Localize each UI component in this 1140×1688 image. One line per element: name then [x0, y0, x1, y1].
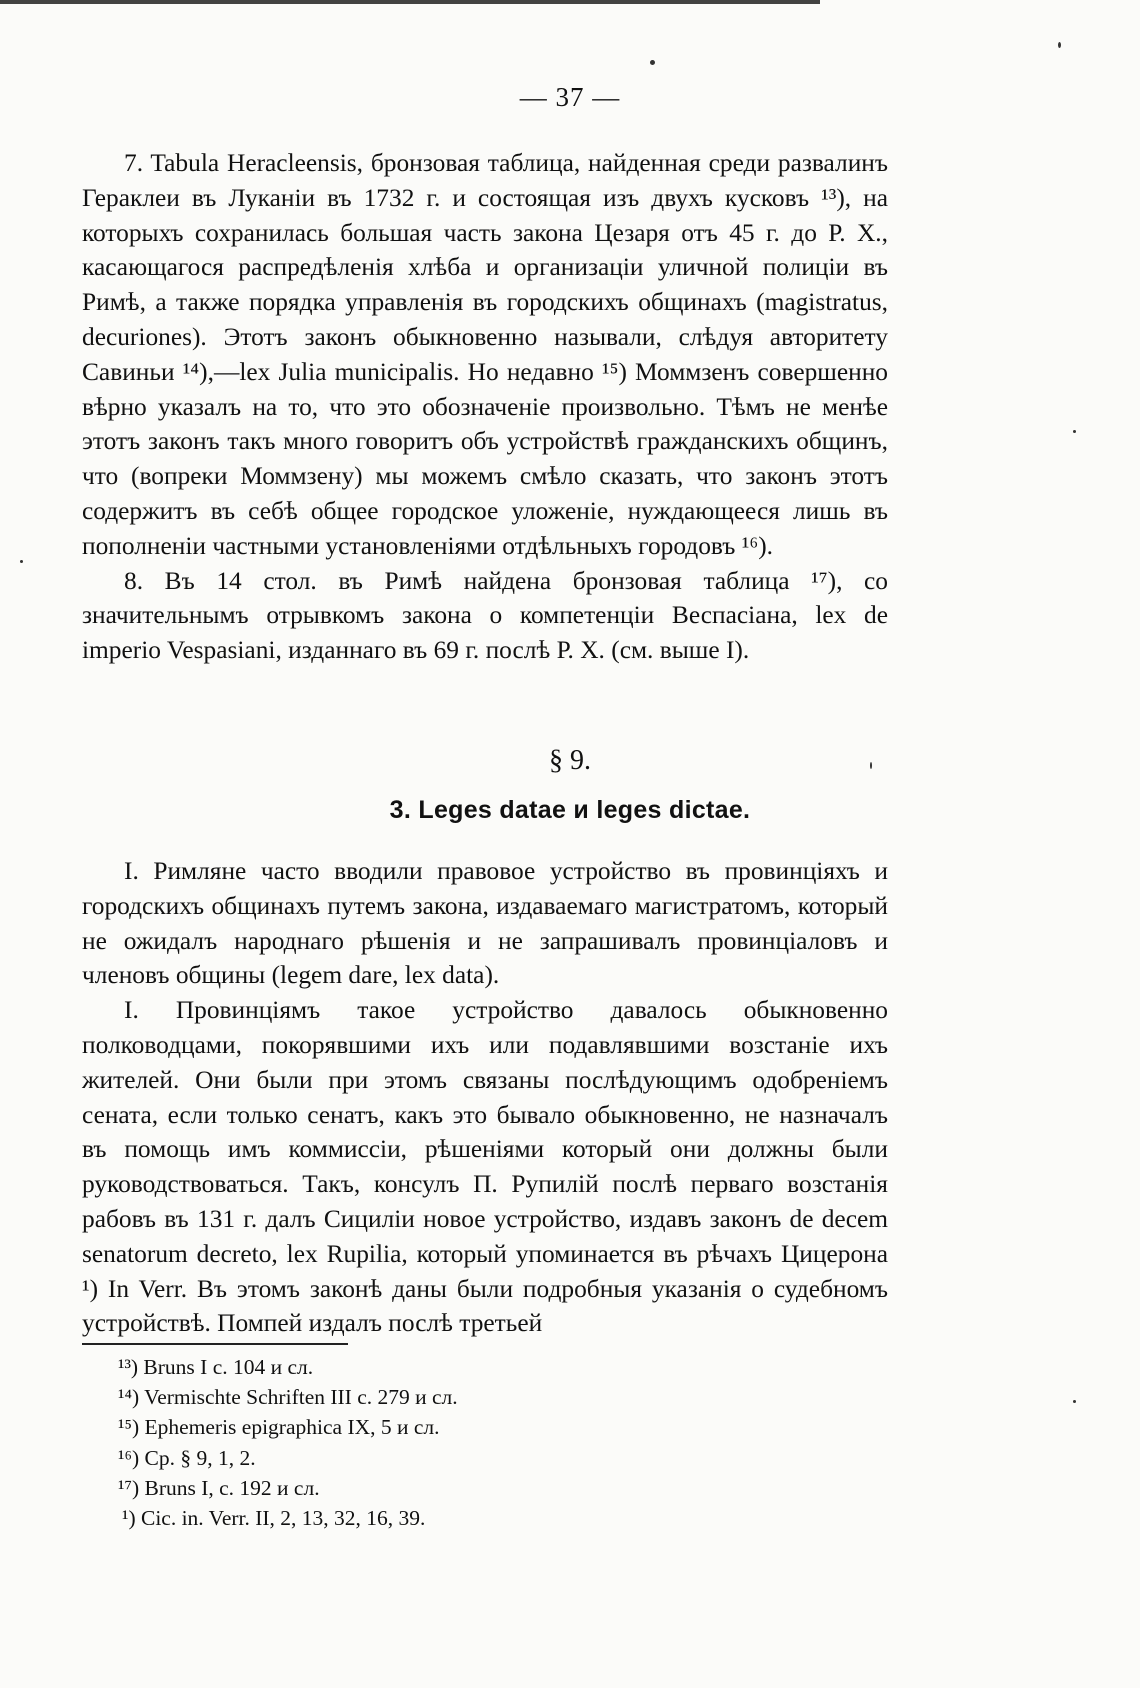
section-mark: § 9. — [549, 745, 591, 776]
section-heading: 3. Leges datae и leges dictae. — [389, 796, 751, 824]
footnote-rule — [82, 1343, 348, 1345]
footnote-16: ¹⁶) Cp. § 9, 1, 2. — [118, 1445, 256, 1470]
footnote-1: ¹) Cic. in. Verr. II, 2, 13, 32, 16, 39. — [122, 1506, 426, 1531]
footnote-15: ¹⁵) Ephemeris epigraphica IX, 5 и сл. — [118, 1415, 440, 1440]
scan-speck — [650, 60, 655, 65]
paragraph-item-8: 8. Въ 14 стол. въ Римѣ найдена бронзовая таблица ¹⁷), со значительнымъ отрывкомъ закона о компетенціи Веспасіана, lex de imperio Vespasiani, изданнаго въ 69 г. послѣ Р. Х. (см. выше I). — [82, 566, 888, 665]
scan-speck — [1073, 1400, 1076, 1403]
section-9-body — [82, 854, 888, 1341]
paragraph-roman-1-provinces: I. Провинціямъ такое устройство давалось обыкновенно полководцами, покорявшими ихъ или подавлявшими возстаніе ихъ жителей. Они были при этомъ связаны послѣдующимъ одобреніемъ сената, если только сенатъ, какъ это бывало обыкновенно, не назначалъ въ помощь имъ коммиссіи, рѣшеніями который они должны были руководствоваться. Такъ, консулъ П. Рупилій послѣ перваго возстанія рабовъ въ 131 г. далъ Сициліи новое устройство, издавъ законъ de decem senatorum decreto, lex Rupilia, который упоминается въ рѣчахъ Цицерона ¹) In Verr. Въ этомъ законѣ даны были подробныя указанія о судебномъ устройствѣ. Помпей издалъ послѣ третьей — [82, 996, 888, 1338]
footnote-17: ¹⁷) Bruns I, с. 192 и сл. — [118, 1475, 320, 1500]
footnotes — [118, 1352, 818, 1533]
footnote-13: ¹³) Bruns I с. 104 и сл. — [118, 1355, 314, 1379]
scan-speck — [20, 560, 23, 563]
article-7-8-block — [82, 146, 888, 668]
paragraph-item-7: 7. Tabula Heracleensis, бронзовая таблица, найденная среди развалинъ Гераклеи въ Луканіи въ 1732 г. и состоящая изъ двухъ кусковъ ¹³), на которыхъ сохранилась большая часть закона Цезаря отъ 45 г. до Р. Х., касающагося распредѣленія хлѣба и организаціи уличной полиціи въ Римѣ, а также порядка управленія въ городскихъ общинахъ (magistratus, decuriones). Этотъ законъ обыкновенно называли, слѣдуя авторитету Савиньи ¹⁴),—lex Julia municipalis. Но недавно ¹⁵) Моммзенъ совершенно вѣрно указалъ на то, что это обозначеніе произвольно. Тѣмъ не менѣе этотъ законъ такъ много говоритъ объ устройствѣ гражданскихъ общинъ, что (вопреки Моммзену) мы можемъ смѣло сказать, что законъ этотъ содержитъ въ себѣ общее городское уложеніе, нуждающееся лишь въ пополненіи частными установленіями отдѣльныхъ городовъ ¹⁶). — [82, 149, 888, 560]
scan-speck — [870, 762, 872, 769]
footnote-14: ¹⁴) Vermischte Schriften III с. 279 и сл. — [118, 1385, 458, 1410]
scan-speck — [1073, 430, 1076, 433]
scan-top-edge — [0, 0, 820, 4]
scan-speck — [1058, 42, 1061, 48]
page-number: — 37 — — [519, 82, 621, 112]
paragraph-roman-1: I. Римляне часто вводили правовое устройство въ провинціяхъ и городскихъ общинахъ путемъ закона, издаваемаго магистратомъ, который не ожидалъ народнаго рѣшенія и не запрашивалъ провинціаловъ и членовъ общины (legem dare, lex data). — [82, 857, 888, 990]
